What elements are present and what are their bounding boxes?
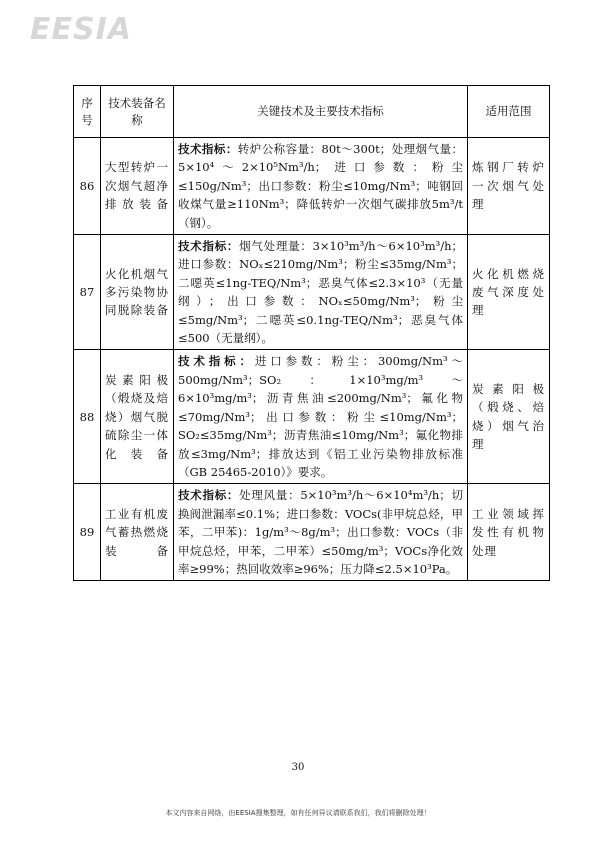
key-tech-cell [174,138,468,235]
key-tech-content: 转炉公称容量：80t～300t；处理烟气量：5×10⁴～2×10⁵Nm³/h；进口参数：粉尘≤150g/Nm³；出口参数：粉尘≤10mg/Nm³；吨钢回收煤气量≥110Nm³；降低转炉一次烟气碳排放5m³/t（钢）。 [178,142,463,230]
equipment-name-text: 工业有机废气蓄热燃烧装备 [105,506,169,558]
row-no: 87 [74,235,101,350]
equipment-name-text: 炭素阳极（煅烧及焙烧）烟气脱硫除尘一体化装备 [105,372,169,461]
equipment-name [101,138,174,235]
scope-cell [468,350,550,484]
key-tech-cell [174,484,468,581]
table-row [74,138,550,235]
scope-text: 工业领域挥发性有机物处理 [472,506,545,558]
key-label: 技术指标： [178,239,240,254]
table-header-row [74,86,550,138]
header-scope: 适用范围 [468,86,550,138]
eesia-logo: EESIA [30,12,132,47]
key-tech-content: 进口参数：粉尘：300mg/Nm³～500mg/Nm³；SO₂：1×10³mg/m³～6×10³mg/m³；沥青焦油≤200mg/Nm³；氟化物≤70mg/Nm³；出口参数：粉尘≤10mg/Nm³；SO₂≤35mg/Nm³；沥青焦油≤10mg/Nm³；氟化物排放≤3mg/Nm³；排放达到《铝工业污染物排放标准（GB 25465-2010）》要求。 [178,354,463,479]
equipment-name [101,484,174,581]
page-number: 30 [291,762,305,773]
key-tech-content: 处理风量：5×10³m³/h～6×10⁴m³/h；切换阀泄漏率≤0.1%；进口参数：VOCs(非甲烷总烃，甲苯，二甲苯)：1g/m³～8g/m³；出口参数：VOCs（非甲烷总烃，甲苯，二甲苯）≤50mg/m³；VOCs净化效率≥99%；热回收效率≥96%；压力降≤2.5×10³Pa。 [178,488,464,576]
key-tech-cell [174,235,468,350]
scope-text: 炼钢厂转炉一次烟气处理 [472,160,545,212]
footer-note: 本文内容来自网络，由EESIA搜集整理，如有任何异议请联系我们，我们将删除处理！ [165,809,431,817]
scope-cell [468,138,550,235]
scope-cell [468,484,550,581]
key-label: 技术指标： [178,142,238,156]
key-label: 技术指标： [178,488,240,503]
header-no: 序号 [74,86,101,138]
header-key-tech: 关键技术及主要技术指标 [174,86,468,138]
row-no: 88 [74,350,101,484]
equipment-name-text: 大型转炉一次烟气超净排放装备 [105,160,169,212]
equipment-name [101,235,174,350]
table-row [74,484,550,581]
equipment-spec-table [73,85,550,581]
table-row [74,235,550,350]
key-label: 技术指标： [178,354,255,369]
scope-text: 火化机燃烧废气深度处理 [472,266,545,318]
row-no: 89 [74,484,101,581]
header-equipment: 技术装备名称 [101,86,174,138]
scope-cell [468,235,550,350]
row-no: 86 [74,138,101,235]
equipment-name [101,350,174,484]
scope-text: 炭素阳极（煅烧、焙烧）烟气治理 [472,382,545,452]
key-tech-cell [174,350,468,484]
table-row [74,350,550,484]
equipment-name-text: 火化机烟气多污染物协同脱除装备 [105,266,169,318]
key-tech-content: 烟气处理量：3×10³m³/h～6×10³m³/h；进口参数：NOₓ≤210mg/Nm³；粉尘≤35mg/Nm³；二噁英≤1ng-TEQ/Nm³；恶臭气体≤2.3×10³（无量纲）；出口参数：NOₓ≤50mg/Nm³；粉尘≤5mg/Nm³；二噁英≤0.1ng-TEQ/Nm³；恶臭气体≤500（无量纲）。 [178,239,464,346]
